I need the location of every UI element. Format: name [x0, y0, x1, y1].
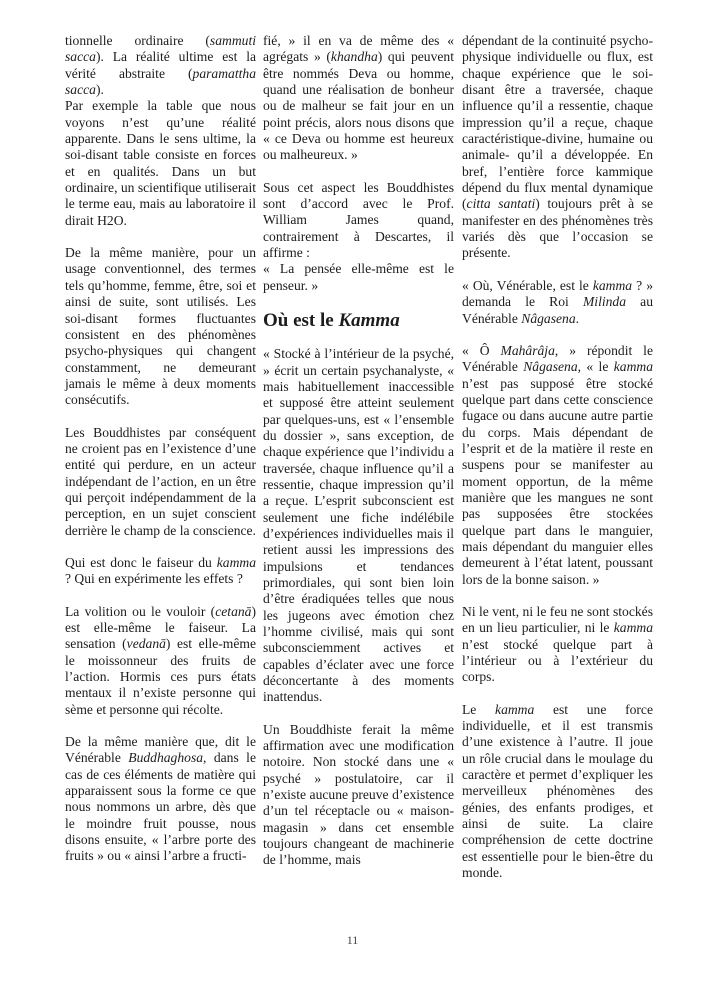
text-segment: ) est elle-même le moissonneur des fruits de l’action. Hormis ces purs états mentaux il n’existe personne qui sème et personne qui récolte. — [65, 636, 256, 717]
text-segment: ) qui peuvent être nommés Deva ou homme, quand une réalisation de bonheur ou de malheur se fait jour en un point précis, alors nous disons que « ce Deva ou homme est heureux ou malheureux. » — [263, 49, 454, 163]
text-segment: . — [575, 310, 580, 326]
italic-term: sammuti sacca — [65, 33, 256, 65]
italic-term: kamma — [613, 359, 654, 375]
italic-term: Milinda — [582, 294, 627, 310]
text-segment: Le — [462, 701, 496, 717]
text-segment: ? » demanda le Roi — [462, 277, 653, 310]
italic-term: khandha — [330, 49, 378, 65]
italic-term: kamma — [592, 277, 633, 293]
paragraph: « Stocké à l’intérieur de la psyché, » écrit un certain psychanalyste, « mais habituellement inaccessible et supposé être atteint seulement par quelques-uns, est « l’ensemble du dossier », sans exception, de chaque expérience que l’individu a traversée, chaque influence qu’il a ressentie, chaque impression qu’il a reçue. L’esprit subconscient est seulement une fiche indélébile d’expériences individuelles mais il retient aussi les impressions des impulsions et tendances primordiales, qui sont bien loin d’être éradiquées telles que nous les jugeons avec émotion chez l’homme civilisé, mais qui sont subconsciemment actives et capables d’éclater avec une force déconcertante à des moments inattendus. — [263, 346, 454, 705]
text-segment: , dans le cas de ces éléments de matière qui apparaissent sous la forme ce que nous nommons un arbre, dès que le moindre fruit pousse, nous disons ensuite, « l’arbre porte des fruits » ou « ainsi l’arbre a fructi- — [65, 750, 256, 864]
paragraph — [65, 33, 256, 98]
section-heading — [263, 310, 454, 332]
paragraph: De la même manière, pour un usage conventionnel, des termes tels qu’homme, femme, être, soi et ainsi de suite, sont utilisés. Les soi-disant formes fluctuantes consistent en des phénomènes psycho-physiques qui changent constamment, ne demeurant jamais le même à deux moments consécutifs. — [65, 245, 256, 408]
text-segment: La volition ou le vouloir ( — [65, 603, 216, 619]
text-segment: « Où, Vénérable, est le — [462, 277, 593, 293]
text-segment: « Ô — [462, 342, 501, 358]
paragraph — [462, 278, 653, 327]
paragraph — [462, 604, 653, 686]
text-segment: Qui est donc le faiseur du — [65, 554, 217, 570]
text-segment: au Vénérable — [462, 294, 653, 326]
text-segment: fié, » il en va de même des « agrégats » ( — [263, 33, 454, 65]
italic-term: vedanā — [126, 636, 166, 652]
text-segment: ). La réalité ultime est la vérité abstraite ( — [65, 49, 256, 81]
paragraph — [462, 33, 653, 262]
italic-term: Nâgasena — [521, 310, 576, 326]
paragraph: Les Bouddhistes par conséquent ne croient pas en l’existence d’une entité qui perdure, en un acteur indépendant de l’action, en un être qui perçoit indépendamment de la perception, en un sujet conscient derrière le champ de la conscience. — [65, 424, 256, 538]
paragraph — [462, 702, 653, 882]
text-segment: ? Qui en expérimente les effets ? — [65, 571, 243, 587]
text-segment: , » répondit le Vénérable — [462, 342, 653, 375]
text-segment: tionnelle ordinaire ( — [65, 33, 210, 48]
text-segment: n’est pas supposé être stocké quelque part dans cette conscience fugace ou dans aucune autre partie du corps. Mais dépendant de l’esprit et de la matière il reste en suspens pour se manifester au moment opportun, de la même manière que les mangues ne sont pas supposées être stockées quelque part dans le manguier, mais dépendant du manguier elles demeurent à l’état latent, poussant lors de la bonne saison. » — [462, 375, 653, 587]
text-segment: Ni le vent, ni le feu ne sont stockés en un lieu particulier, ni le — [462, 604, 653, 636]
text-column-middle — [263, 33, 454, 869]
italic-term: Buddhaghosa — [128, 750, 204, 766]
paragraph — [65, 604, 256, 718]
paragraph — [65, 734, 256, 865]
italic-term: kamma — [495, 701, 535, 717]
text-segment: n’est stocké quelque part à l’intérieur ou à l’extérieur du corps. — [462, 636, 653, 685]
paragraph: Par exemple la table que nous voyons n’est qu’une réalité apparente. Dans le sens ultime, la soi-disant table consiste en forces et en qualités. Dans un but ordinaire, un scientifique utiliserait le terme eau, mais au laboratoire il dirait H2O. — [65, 98, 257, 228]
text-segment: De la même manière que, dit le Vénérable — [65, 734, 256, 766]
italic-term: paramattha sacca — [65, 65, 256, 98]
italic-term: kamma — [613, 620, 653, 636]
italic-term: citta santati — [466, 196, 536, 212]
paragraph: Sous cet aspect les Bouddhistes sont d’accord avec le Prof. William James quand, contrairement à Descartes, il affirme : — [263, 179, 454, 261]
italic-term: kamma — [216, 554, 256, 570]
heading-italic-text: Kamma — [338, 310, 400, 332]
text-segment: ). — [95, 82, 104, 98]
italic-term: cetanā — [215, 603, 252, 619]
italic-term: Nâgasena — [523, 359, 578, 375]
heading-text: Où est le — [263, 310, 339, 332]
quote-paragraph: « La pensée elle-même est le penseur. » — [263, 261, 454, 293]
italic-term: Mahârâja — [500, 342, 555, 358]
paragraph — [263, 33, 454, 164]
text-segment: ) est elle-même le faiseur. La sensation ( — [65, 603, 256, 652]
text-segment: , « le — [577, 359, 614, 375]
text-segment: ) toujours prêt à se manifester en des phénomènes très variés dès que l’occasion se présente. — [462, 196, 653, 261]
page-number: 11 — [346, 933, 359, 947]
text-segment: dépendant de la continuité psycho-physique individuelle ou flux, est chaque expérience que le soi-disant être a traversée, chaque influence qu’il a ressentie, chaque impression qu’il a reçue, chaque caractéristique-divine, humaine ou animale- qu’il a développée. En bref, l’entière force kammique dépend du flux mental dynamique ( — [462, 33, 653, 212]
text-column-right — [462, 33, 653, 882]
paragraph: Un Bouddhiste ferait la même affirmation avec une modification notoire. Non stocké dans une « psyché » postulatoire, car il n’existe aucune preuve d’existence d’un tel réceptacle ou « maison-magasin » dans cet ensemble toujours changeant de machinerie de l’homme, mais — [263, 721, 454, 868]
text-segment: est une force individuelle, et il est transmis d’une existence à l’autre. Il joue un rôle crucial dans le moulage du caractère et permet d’expliquer les merveilleux phénomènes des génies, des enfants prodiges, et ainsi de suite. La claire compréhension de cette doctrine est essentielle pour le bien-être du monde. — [462, 701, 653, 881]
paragraph — [65, 555, 256, 588]
paragraph — [462, 343, 653, 588]
text-column-left — [65, 33, 256, 865]
